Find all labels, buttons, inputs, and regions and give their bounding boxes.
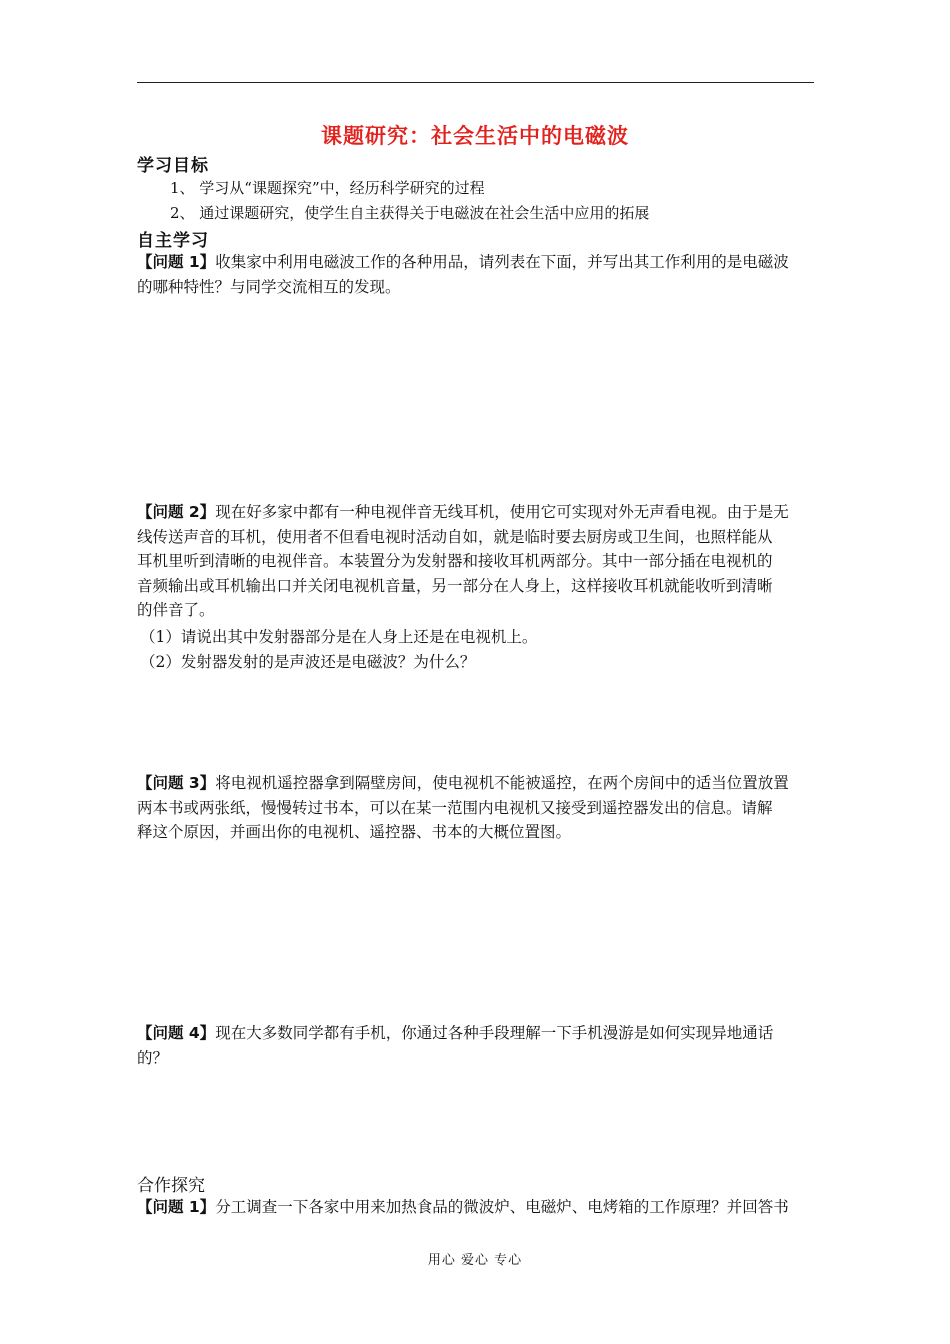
question-2-sub-1: （1）请说出其中发射器部分是在人身上还是在电视机上。 [140, 628, 538, 646]
question-3-self [137, 771, 817, 845]
cooperation-heading: 合作探究 [137, 1176, 205, 1196]
question-2-sub-2: （2）发射器发射的是声波还是电磁波？为什么？ [140, 653, 476, 671]
question-4-self [137, 1021, 817, 1070]
question-line: 的？ [137, 1048, 169, 1067]
question-line: 【问题 1】收集家中利用电磁波工作的各种用品，请列表在下面，并写出其工作利用的是电磁波 [137, 253, 789, 271]
question-line: 【问题 2】现在好多家中都有一种电视伴音无线耳机，使用它可实现对外无声看电视。由于是无 [137, 503, 789, 521]
question-line: 线传送声音的耳机，使用者不但看电视时活动自如，就是临时要去厨房或卫生间，也照样能从 [137, 527, 773, 546]
page-title: 课题研究：社会生活中的电磁波 [321, 123, 629, 148]
objective-item-1: 1、 学习从“课题探究”中，经历科学研究的过程 [170, 179, 485, 197]
question-label: 【问题 4】 [137, 1024, 216, 1042]
question-label: 【问题 2】 [137, 503, 216, 521]
question-line: 【问题 1】分工调查一下各家中用来加热食品的微波炉、电磁炉、电烤箱的工作原理？并回答书 [137, 1198, 789, 1216]
objective-item-2: 2、 通过课题研究，使学生自主获得关于电磁波在社会生活中应用的拓展 [170, 204, 650, 222]
question-line: 释这个原因，并画出你的电视机、遥控器、书本的大概位置图。 [137, 823, 572, 841]
self-study-heading: 自主学习 [137, 231, 209, 251]
page-footer: 用心 爱心 专心 [427, 1253, 523, 1268]
question-1-cooperation [137, 1195, 817, 1220]
question-label: 【问题 1】 [137, 1198, 216, 1216]
question-2-self [137, 500, 817, 623]
question-1-self [137, 250, 817, 299]
question-line: 【问题 3】将电视机遥控器拿到隔壁房间，使电视机不能被遥控，在两个房间中的适当位置放置 [137, 774, 789, 792]
question-label: 【问题 1】 [137, 253, 216, 271]
question-line: 【问题 4】现在大多数同学都有手机，你通过各种手段理解一下手机漫游是如何实现异地通话 [137, 1024, 774, 1042]
question-line: 耳机里听到清晰的电视伴音。本装置分为发射器和接收耳机两部分。其中一部分插在电视机的 [137, 552, 773, 570]
question-line: 音频输出或耳机输出口并关闭电视机音量，另一部分在人身上，这样接收耳机就能收听到清晰 [137, 576, 773, 595]
question-line: 的哪种特性？与同学交流相互的发现。 [137, 277, 401, 296]
header-rule [137, 82, 814, 83]
question-label: 【问题 3】 [137, 774, 216, 792]
question-line: 两本书或两张纸，慢慢转过书本，可以在某一范围内电视机又接受到遥控器发出的信息。请解 [137, 798, 773, 817]
question-line: 的伴音了。 [137, 601, 215, 619]
objectives-heading: 学习目标 [137, 156, 209, 176]
